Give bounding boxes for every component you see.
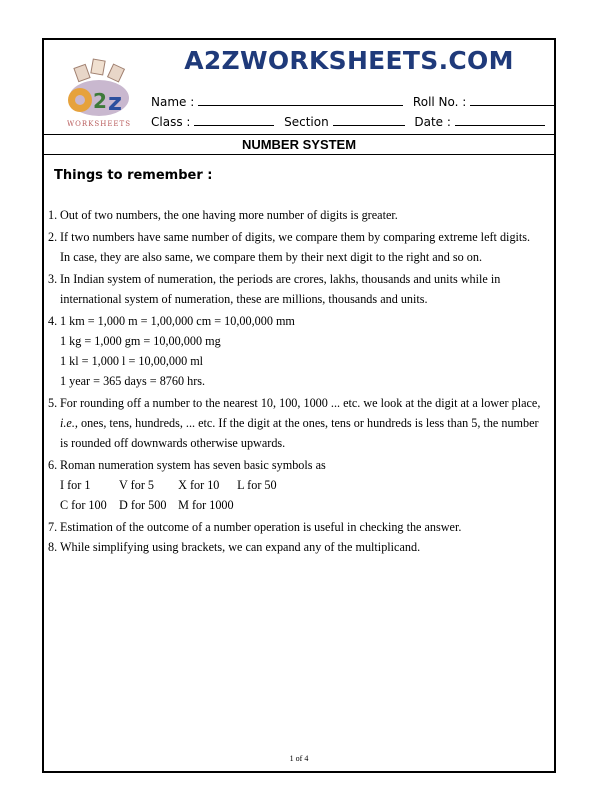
item-text: Estimation of the outcome of a number operation is useful in checking the answer. <box>60 520 462 534</box>
list-item <box>48 517 542 537</box>
list-item <box>48 311 542 391</box>
item-number: 3. <box>48 272 58 286</box>
item-text-italic: i.e., <box>60 416 78 430</box>
section-field[interactable] <box>333 115 405 126</box>
item-text: Out of two numbers, the one having more number of digits is greater. <box>60 208 398 222</box>
roman-row <box>60 475 542 495</box>
list-item <box>48 269 542 309</box>
roman-symbol: C for 100 <box>60 498 107 512</box>
roman-symbol: I for 1 <box>60 478 91 492</box>
item-number: 7. <box>48 520 58 534</box>
date-field[interactable] <box>455 115 545 126</box>
list-item <box>48 537 542 557</box>
roman-row <box>60 495 542 515</box>
name-field[interactable] <box>198 95 403 106</box>
name-label: Name : <box>151 95 195 109</box>
page-frame <box>42 38 556 773</box>
site-title: A2ZWORKSHEETS.COM <box>184 46 514 75</box>
list-item <box>48 393 542 453</box>
list-item <box>48 205 542 225</box>
roman-symbol: L for 50 <box>237 478 277 492</box>
roll-label: Roll No. : <box>412 95 467 109</box>
subheading: Things to remember : <box>54 168 213 183</box>
list-item <box>48 455 542 515</box>
title-divider <box>44 154 554 155</box>
conversion-line: 1 km = 1,000 m = 1,00,000 cm = 10,00,000 mm <box>60 314 295 328</box>
roman-symbol: M for 1000 <box>178 498 234 512</box>
conversion-line: 1 year = 365 days = 8760 hrs. <box>60 374 206 388</box>
item-text: In Indian system of numeration, the periods are crores, lakhs, thousands and units while in international system of numeration, these are millions, thousands and units. <box>60 272 501 306</box>
roman-symbol: D for 500 <box>119 498 167 512</box>
item-text: Roman numeration system has seven basic symbols as <box>60 458 326 472</box>
points-list <box>48 205 542 557</box>
item-text: While simplifying using brackets, we can expand any of the multiplicand. <box>60 540 421 554</box>
roll-field[interactable] <box>470 95 554 106</box>
item-text: If two numbers have same number of digits, we compare them by comparing extreme left digits. In case, they are also same, we compare them by their next digit to the right and so on. <box>60 230 531 264</box>
svg-text:2: 2 <box>93 89 107 113</box>
worksheet-header <box>44 40 554 135</box>
roman-symbol: X for 10 <box>178 478 220 492</box>
item-text: ones, tens, hundreds, ... etc. If the digit at the ones, tens or hundreds is less than 5, the number is rounded off downwards otherwise upwards. <box>60 416 539 450</box>
item-number: 2. <box>48 230 58 244</box>
logo-wordmark: WORKSHEETS <box>66 120 132 128</box>
class-field[interactable] <box>194 115 274 126</box>
list-item <box>48 227 542 267</box>
item-number: 6. <box>48 458 58 472</box>
conversion-line: 1 kg = 1,000 gm = 10,00,000 mg <box>60 334 221 348</box>
item-number: 5. <box>48 396 58 410</box>
item-number: 8. <box>48 540 58 554</box>
page-title: NUMBER SYSTEM <box>241 137 357 152</box>
section-label: Section <box>284 115 329 129</box>
item-number: 4. <box>48 314 58 328</box>
date-label: Date : <box>414 115 451 129</box>
page-number: 1 of 4 <box>289 754 309 763</box>
class-label: Class : <box>151 115 191 129</box>
roman-symbol: V for 5 <box>119 478 155 492</box>
item-number: 1. <box>48 208 58 222</box>
class-section-date-row <box>151 115 545 129</box>
a2z-logo-icon <box>58 58 140 130</box>
conversion-line: 1 kl = 1,000 l = 10,00,000 ml <box>60 354 204 368</box>
svg-text:z: z <box>108 88 122 116</box>
name-roll-row <box>151 95 554 109</box>
item-text: For rounding off a number to the nearest 10, 100, 1000 ... etc. we look at the digit at a lower place, <box>60 396 541 410</box>
